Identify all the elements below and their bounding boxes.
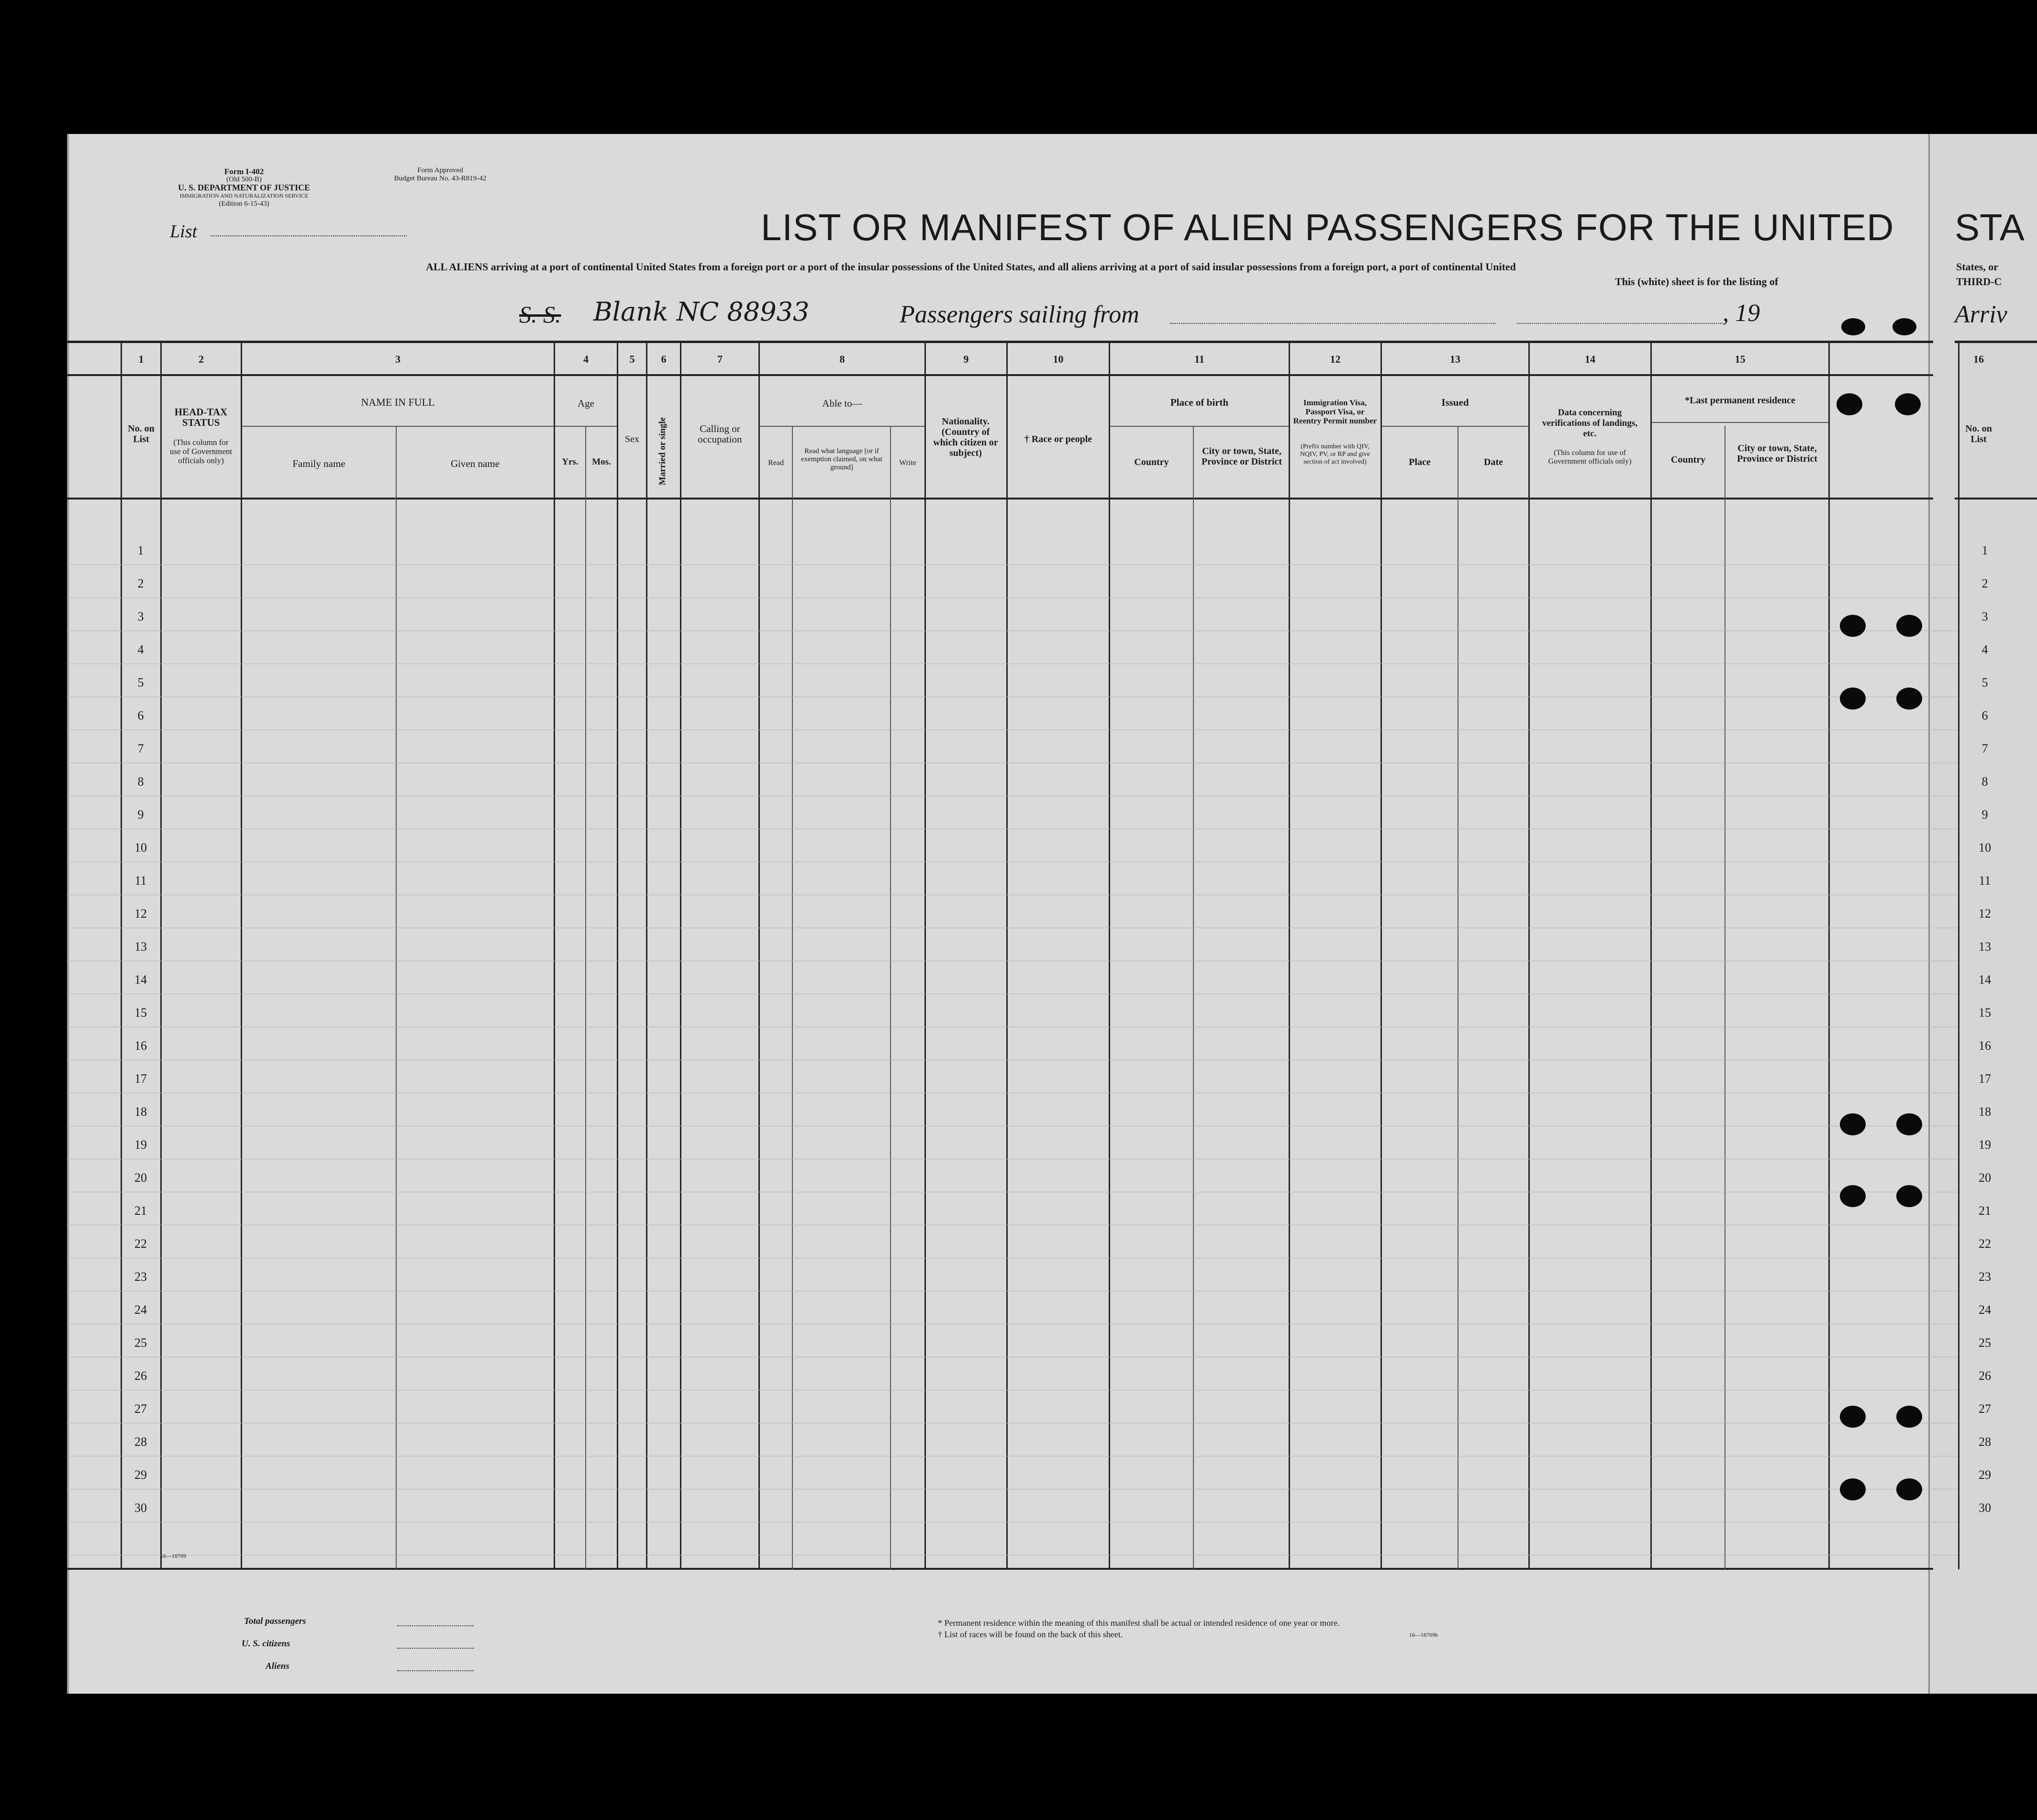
subtitle-line-2: This (white) sheet is for the listing of (1615, 276, 1779, 288)
header-name-full: NAME IN FULL (361, 396, 435, 408)
col-rule-5 (617, 341, 618, 1569)
header-last-residence: *Last permanent residence (1685, 395, 1795, 406)
row-number: 15 (134, 1006, 147, 1020)
row-number: 24 (134, 1303, 147, 1317)
header-able-to: Able to— (822, 398, 862, 409)
age-subhead-rule (555, 426, 617, 427)
col-rule-1 (121, 341, 122, 1569)
name-subhead-rule (242, 426, 554, 427)
form-number: Form I-402 (224, 167, 264, 176)
colnum-rule (67, 374, 1933, 376)
header-married-single: Married or single (657, 417, 668, 486)
row-number: 9 (137, 808, 144, 821)
colnum-2: 2 (199, 353, 204, 365)
header-visa: Immigration Visa, Passport Visa, or Reentry Permit number (1293, 398, 1377, 425)
department: U. S. DEPARTMENT OF JUSTICE (178, 183, 311, 192)
row-number: 26 (134, 1369, 147, 1383)
row-number: 20 (1979, 1171, 1991, 1185)
col-rule-16 (1828, 341, 1830, 1569)
header-birth-country: Country (1134, 457, 1169, 467)
row-number: 9 (1981, 808, 1988, 821)
header-data-note: (This column for use of Government officials only) (1548, 449, 1632, 466)
row-number: 10 (1979, 841, 1991, 855)
colnum-4: 4 (583, 353, 589, 365)
row-number: 27 (1979, 1402, 1991, 1416)
header-write: Write (899, 459, 916, 467)
colnum-3: 3 (395, 353, 401, 365)
header-given-name: Given name (450, 458, 500, 469)
header-read-language: Read what language [or if exemption claimed, on what ground] (801, 447, 882, 471)
aliens-field (397, 1670, 474, 1671)
subtitle-continued-2: THIRD-C (1956, 276, 2002, 288)
row-number: 25 (1979, 1336, 1991, 1350)
form-approval (364, 166, 517, 183)
form-identifier (139, 167, 349, 208)
approved: Form Approved (417, 166, 463, 174)
edition: (Edition 6-15-43) (219, 200, 269, 208)
us-citizens-field (397, 1648, 474, 1649)
header-place-of-birth: Place of birth (1170, 397, 1229, 408)
residence-subhead-rule (1652, 422, 1828, 423)
col-rule-9 (924, 341, 926, 1569)
row-number: 16 (1979, 1039, 1991, 1053)
colnum-7: 7 (717, 353, 723, 365)
row-number: 7 (1981, 742, 1988, 755)
total-passengers-field (397, 1625, 474, 1626)
colnum-11: 11 (1194, 353, 1204, 365)
row-number: 7 (137, 742, 144, 755)
manifest-title: LIST OR MANIFEST OF ALIEN PASSENGERS FOR THE UNITED (761, 206, 1894, 248)
row-number: 22 (1979, 1237, 1991, 1251)
row-number: 8 (1981, 775, 1988, 788)
col-rule-6 (646, 341, 647, 1569)
header-nationality: Nationality. (Country of which citizen or subject) (933, 416, 998, 458)
row-number: 3 (137, 610, 144, 623)
sailing-date-field (1517, 323, 1723, 324)
header-issued: Issued (1441, 397, 1469, 408)
row-number: 12 (134, 907, 147, 921)
subtitle-continued-1: States, or (1956, 261, 1998, 273)
table-top-rule (67, 341, 1933, 343)
row-number: 2 (137, 577, 144, 590)
row-number: 29 (134, 1468, 147, 1482)
row-number: 16 (134, 1039, 147, 1053)
col-rule-12 (1289, 341, 1290, 1569)
colnum-10: 10 (1053, 353, 1064, 365)
row-number: 13 (1979, 940, 1991, 954)
row-number: 17 (134, 1072, 147, 1086)
row-number: 30 (134, 1501, 147, 1515)
colnum-6: 6 (661, 353, 667, 365)
col-rule-3 (241, 341, 242, 1569)
header-issued-place: Place (1409, 457, 1431, 467)
header-family-name: Family name (292, 458, 345, 469)
row-number: 23 (1979, 1270, 1991, 1284)
row-number: 25 (134, 1336, 147, 1350)
manifest-title-continued: STA (1955, 206, 2025, 248)
aliens-label: Aliens (266, 1661, 289, 1671)
header-no-on-list: No. on List (128, 423, 155, 444)
footnote-code: 16—18709b (1409, 1631, 1438, 1638)
issued-subhead-rule (1382, 426, 1528, 427)
row-number: 3 (1981, 610, 1988, 623)
footnote-residence: * Permanent residence within the meaning of this manifest shall be actual or intended residence of one year or more. (938, 1618, 1340, 1628)
row-number: 28 (134, 1435, 147, 1449)
ship-name-handwritten: Blank NC 88933 (593, 297, 810, 327)
row-number: 13 (134, 940, 147, 954)
row-number: 20 (134, 1171, 147, 1185)
year-label: , 19 (1723, 300, 1760, 327)
header-months: Mos. (592, 457, 611, 467)
budget-bureau: Budget Bureau No. 43-R819-42 (394, 175, 487, 182)
service: IMMIGRATION AND NATURALIZATION SERVICE (179, 192, 309, 199)
col-rule-10 (1006, 341, 1008, 1569)
col-rule-13 (1380, 341, 1382, 1569)
arrival-label-partial: Arriv (1955, 301, 2007, 328)
next-sheet-top-rule (1955, 341, 2037, 343)
row-number: 18 (134, 1105, 147, 1119)
total-passengers-label: Total passengers (244, 1616, 306, 1626)
row-number: 27 (134, 1402, 147, 1416)
header-sex: Sex (625, 434, 639, 444)
row-number: 22 (134, 1237, 147, 1251)
col-rule-2 (160, 341, 162, 1569)
row-number: 5 (1981, 676, 1988, 689)
header-age: Age (578, 398, 594, 409)
row-number: 24 (1979, 1303, 1991, 1317)
able-subhead-rule (760, 426, 924, 427)
colnum-1: 1 (138, 353, 144, 365)
col-rule-15 (1650, 341, 1652, 1569)
colnum-8: 8 (839, 353, 845, 365)
next-sheet-header-rule (1955, 498, 2037, 499)
colnum-13: 13 (1450, 353, 1460, 365)
row-number: 19 (134, 1138, 147, 1152)
row-number: 21 (1979, 1204, 1991, 1218)
row-number: 14 (1979, 973, 1991, 987)
subtitle-line-1: ALL ALIENS arriving at a port of continental United States from a foreign port or a port of the insular possessions of the United States, and all aliens arriving at a port of said insular possessions from a foreign port, a port of continental United (426, 261, 1516, 273)
header-bottom-rule (67, 498, 1933, 499)
manifest-sheet (67, 134, 1935, 1694)
row-number: 6 (137, 709, 144, 722)
colnum-12: 12 (1330, 353, 1341, 365)
sailing-label: Passengers sailing from (900, 301, 1139, 328)
colnum-14: 14 (1585, 353, 1595, 365)
header-calling: Calling or occupation (698, 423, 742, 445)
row-number: 5 (137, 676, 144, 689)
header-head-tax-note: (This column for use of Government officials only) (169, 438, 233, 465)
col-rule-17 (1958, 341, 1959, 1569)
footnote-races: † List of races will be found on the back of this sheet. (938, 1630, 1123, 1639)
row-number: 11 (1979, 874, 1991, 888)
birth-subhead-rule (1110, 426, 1289, 427)
header-res-city: City or town, State, Province or District (1736, 443, 1818, 464)
header-head-tax: HEAD-TAX STATUS (174, 406, 228, 428)
col-rule-7 (680, 341, 681, 1569)
us-citizens-label: U. S. citizens (242, 1639, 290, 1649)
col-rule-8 (758, 341, 760, 1569)
col-rule-14 (1528, 341, 1530, 1569)
header-visa-note: (Prefix number with QIV, NQIV, PV, or RP and give section of act involved) (1300, 443, 1370, 466)
header-res-country: Country (1670, 455, 1706, 465)
old-number: (Old 500-B) (226, 176, 262, 183)
row-number: 10 (134, 841, 147, 855)
row-number: 11 (134, 874, 147, 888)
list-label: List (170, 222, 198, 242)
header-race: † Race or people (1024, 434, 1092, 444)
row-number: 26 (1979, 1369, 1991, 1383)
row-number: 17 (1979, 1072, 1991, 1086)
header-issued-date: Date (1484, 457, 1503, 467)
header-data-concerning: Data concerning verifications of landings, etc. (1542, 408, 1637, 439)
row-number: 23 (134, 1270, 147, 1284)
row-number: 4 (137, 643, 144, 656)
row-number: 19 (1979, 1138, 1991, 1152)
row-number: 18 (1979, 1105, 1991, 1119)
row-number: 30 (1979, 1501, 1991, 1515)
header-read: Read (768, 459, 784, 467)
row-number: 15 (1979, 1006, 1991, 1020)
sailing-port-field (1170, 323, 1495, 324)
row-number: 14 (134, 973, 147, 987)
colnum-15: 15 (1735, 353, 1746, 365)
col-rule-4 (554, 341, 555, 1569)
colnum-16: 16 (1973, 353, 1984, 365)
colnum-5: 5 (629, 353, 635, 365)
row-number: 1 (137, 544, 144, 557)
header-no-on-list-right: No. on List (1965, 423, 1992, 444)
colnum-9: 9 (963, 353, 969, 365)
header-birth-city: City or town, State, Province or District (1201, 446, 1282, 467)
row-number: 21 (134, 1204, 147, 1218)
row-number: 1 (1981, 544, 1988, 557)
table-bottom-rule (67, 1568, 1933, 1570)
row-number: 8 (137, 775, 144, 788)
header-years: Yrs. (562, 457, 579, 467)
row-number: 6 (1981, 709, 1988, 722)
ship-prefix: S. S. (519, 301, 561, 328)
row-number: 2 (1981, 577, 1988, 590)
list-number-field (211, 235, 407, 236)
row-number: 28 (1979, 1435, 1991, 1449)
row-number: 12 (1979, 907, 1991, 921)
row-number: 29 (1979, 1468, 1991, 1482)
col-rule-11 (1109, 341, 1110, 1569)
row-number: 4 (1981, 643, 1988, 656)
print-code: 16—18709 (160, 1553, 186, 1559)
